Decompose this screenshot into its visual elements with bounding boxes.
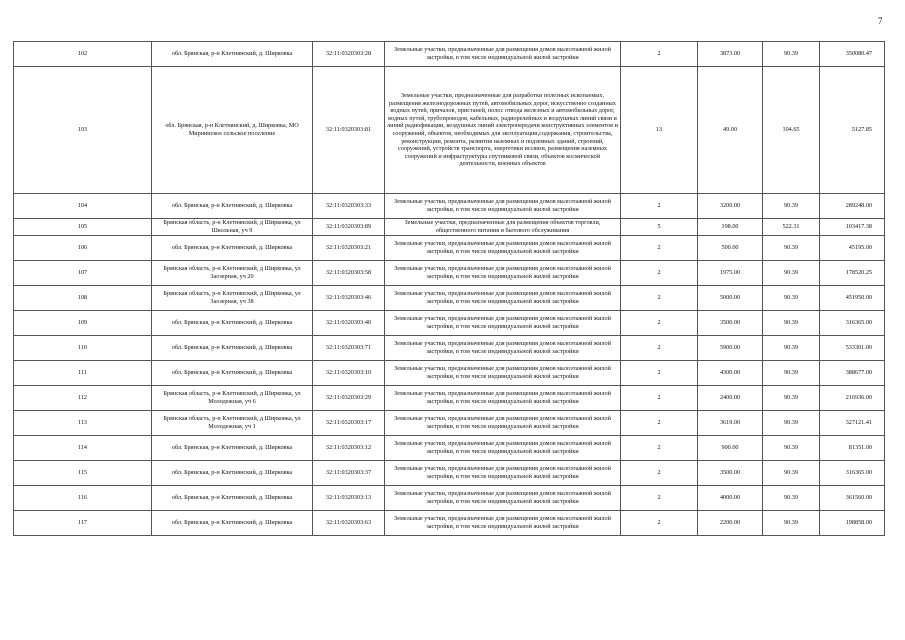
cadastral-value-cell: 361560.00 [820,486,885,511]
group-number-cell: 2 [621,311,698,336]
address-cell: обл. Брянская, р-н Клетнянский, д. Ширковка [152,42,313,67]
cadastral-number-cell: 32:11:0320303:10 [313,361,385,386]
address-cell: обл. Брянская, р-н Клетнянский, д. Ширковка, МО Мирнинское сельское поселение [152,67,313,194]
cadastral-value-cell: 103417.38 [820,219,885,236]
rate-cell: 90.39 [763,386,820,411]
rate-cell: 90.39 [763,511,820,536]
table-row [14,67,885,194]
cadastral-value-cell: 178520.25 [820,261,885,286]
rate-cell: 90.39 [763,236,820,261]
land-use-cell: Земельные участки, предназначенные для размещения домов малоэтажной жилой застройки, в том числе индивидуальной жилой застройки [385,511,621,536]
area-cell: 3200.00 [698,194,763,219]
land-use-cell: Земельные участки, предназначенные для размещения домов малоэтажной жилой застройки, в том числе индивидуальной жилой застройки [385,194,621,219]
area-cell: 900.00 [698,436,763,461]
table-row [14,461,885,486]
group-number-cell: 13 [621,67,698,194]
cadastral-number-cell: 32:11:0320303:40 [313,311,385,336]
group-number-cell: 2 [621,42,698,67]
address-cell: Брянская область, р-н Клетнянский, д Ширковка, ул Молодежная, уч 1 [152,411,313,436]
table-row [14,411,885,436]
cadastral-value-cell: 350080.47 [820,42,885,67]
row-number: 108 [14,286,152,311]
group-number-cell: 2 [621,411,698,436]
table-row [14,219,885,236]
cadastral-value-cell: 198858.00 [820,511,885,536]
land-use-cell: Земельные участки, предназначенные для размещения домов малоэтажной жилой застройки, в том числе индивидуальной жилой застройки [385,361,621,386]
row-number: 106 [14,236,152,261]
address-cell: Брянская область, р-н Клетнянский, д Ширковка, ул Школьная, уч 9 [152,219,313,236]
row-number: 103 [14,67,152,194]
address-cell: обл. Брянская, р-н Клетнянский, д. Ширковка [152,194,313,219]
land-use-cell: Земельные участки, предназначенные для размещения домов малоэтажной жилой застройки, в том числе индивидуальной жилой застройки [385,486,621,511]
row-number: 102 [14,42,152,67]
land-use-cell: Земельные участки, предназначенные для размещения домов малоэтажной жилой застройки, в том числе индивидуальной жилой застройки [385,461,621,486]
row-number: 114 [14,436,152,461]
address-cell: Брянская область, р-н Клетнянский, д Ширковка, ул Заозерная, уч 38 [152,286,313,311]
group-number-cell: 2 [621,386,698,411]
row-number: 112 [14,386,152,411]
area-cell: 2200.00 [698,511,763,536]
rate-cell: 90.39 [763,461,820,486]
address-cell: обл. Брянская, р-н Клетнянский, д. Ширковка [152,436,313,461]
table-row [14,361,885,386]
group-number-cell: 2 [621,461,698,486]
land-use-cell: Земельные участки, предназначенные для размещения домов малоэтажной жилой застройки, в том числе индивидуальной жилой застройки [385,411,621,436]
group-number-cell: 2 [621,236,698,261]
table-row [14,436,885,461]
rate-cell: 90.39 [763,311,820,336]
land-use-cell: Земельные участки, предназначенные для размещения объектов торговли, общественного питания и бытового обслуживания [385,219,621,236]
address-cell: обл. Брянская, р-н Клетнянский, д. Ширковка [152,461,313,486]
area-cell: 3500.00 [698,311,763,336]
area-cell: 3500.00 [698,461,763,486]
cadastral-value-cell: 45195.00 [820,236,885,261]
cadastral-number-cell: 32:11:0320303:37 [313,461,385,486]
cadastral-number-cell: 32:11:0320303:21 [313,236,385,261]
land-use-cell: Земельные участки, предназначенные для размещения домов малоэтажной жилой застройки, в том числе индивидуальной жилой застройки [385,286,621,311]
table-row [14,386,885,411]
group-number-cell: 2 [621,286,698,311]
group-number-cell: 2 [621,261,698,286]
land-use-cell: Земельные участки, предназначенные для размещения домов малоэтажной жилой застройки, в том числе индивидуальной жилой застройки [385,261,621,286]
area-cell: 198.00 [698,219,763,236]
table-row [14,511,885,536]
area-cell: 3619.00 [698,411,763,436]
row-number: 115 [14,461,152,486]
address-cell: обл. Брянская, р-н Клетнянский, д. Ширковка [152,511,313,536]
rate-cell: 90.39 [763,336,820,361]
rate-cell: 90.39 [763,261,820,286]
rate-cell: 90.39 [763,42,820,67]
area-cell: 4000.00 [698,486,763,511]
cadastral-value-cell: 289248.00 [820,194,885,219]
cadastral-number-cell: 32:11:0320303:63 [313,511,385,536]
row-number: 104 [14,194,152,219]
cadastral-number-cell: 32:11:0320303:13 [313,486,385,511]
rate-cell: 90.39 [763,286,820,311]
row-number: 109 [14,311,152,336]
land-use-cell: Земельные участки, предназначенные для размещения домов малоэтажной жилой застройки, в том числе индивидуальной жилой застройки [385,386,621,411]
cadastral-number-cell: 32:11:0320303:33 [313,194,385,219]
land-use-cell: Земельные участки, предназначенные для размещения домов малоэтажной жилой застройки, в том числе индивидуальной жилой застройки [385,336,621,361]
cadastral-number-cell: 32:11:0320303:81 [313,67,385,194]
rate-cell: 90.39 [763,361,820,386]
row-number: 116 [14,486,152,511]
land-use-cell: Земельные участки, предназначенные для размещения домов малоэтажной жилой застройки, в том числе индивидуальной жилой застройки [385,436,621,461]
page-number: 7 [878,16,883,26]
table-row [14,194,885,219]
address-cell: обл. Брянская, р-н Клетнянский, д. Ширковка [152,361,313,386]
cadastral-value-cell: 451950.00 [820,286,885,311]
rate-cell: 90.39 [763,436,820,461]
area-cell: 3873.00 [698,42,763,67]
table-row [14,311,885,336]
cadastral-value-cell: 81351.00 [820,436,885,461]
row-number: 105 [14,219,152,236]
cadastral-number-cell: 32:11:0320303:46 [313,286,385,311]
land-use-cell: Земельные участки, предназначенные для разработки полезных ископаемых, размещения железнодорожных путей, автомобильных дорог, искусственно созданных водных путей, причалов, пристаней, полос отвода железных и автомобильных дорог, водных путей, трубопроводов, кабельных, радиорелейных и воздушных линий связи и линий радиофикации, воздушных линий электропередачи конструктивных элементов и сооружений, объектов, необходимых для эксплуатации,содержания, строительства, реконструкции, ремонта, развития наземных и подземных зданий, строений, сооружений, устройств транспорта, энергетики иссвязи, размещения наземных сооружений и инфраструктуры спутниковой связи, объектов космической деятельности, военных объектов [385,67,621,194]
cadastral-value-cell: 388677.00 [820,361,885,386]
rate-cell: 90.39 [763,486,820,511]
land-use-cell: Земельные участки, предназначенные для размещения домов малоэтажной жилой застройки, в том числе индивидуальной жилой застройки [385,42,621,67]
table-body [14,42,885,536]
table-row [14,286,885,311]
table-row [14,42,885,67]
table-row [14,261,885,286]
rate-cell: 90.39 [763,411,820,436]
cadastral-number-cell: 32:11:0320303:29 [313,386,385,411]
cadastral-value-cell: 327121.41 [820,411,885,436]
group-number-cell: 2 [621,336,698,361]
address-cell: обл. Брянская, р-н Клетнянский, д. Ширковка [152,336,313,361]
address-cell: Брянская область, р-н Клетнянский, д Ширковка, ул Молодежная, уч 6 [152,386,313,411]
cadastral-number-cell: 32:11:0320303:17 [313,411,385,436]
area-cell: 500.00 [698,236,763,261]
table-row [14,486,885,511]
land-use-cell: Земельные участки, предназначенные для размещения домов малоэтажной жилой застройки, в том числе индивидуальной жилой застройки [385,311,621,336]
area-cell: 1975.00 [698,261,763,286]
area-cell: 5900.00 [698,336,763,361]
address-cell: обл. Брянская, р-н Клетнянский, д. Ширковка [152,486,313,511]
group-number-cell: 2 [621,194,698,219]
row-number: 113 [14,411,152,436]
cadastral-number-cell: 32:11:0320303:71 [313,336,385,361]
row-number: 117 [14,511,152,536]
rate-cell: 90.39 [763,194,820,219]
group-number-cell: 2 [621,436,698,461]
cadastral-value-cell: 216936.00 [820,386,885,411]
cadastral-value-cell: 5127.85 [820,67,885,194]
land-plots-table [13,41,885,536]
area-cell: 49.00 [698,67,763,194]
rate-cell: 522.31 [763,219,820,236]
area-cell: 4300.00 [698,361,763,386]
table-row [14,336,885,361]
land-use-cell: Земельные участки, предназначенные для размещения домов малоэтажной жилой застройки, в том числе индивидуальной жилой застройки [385,236,621,261]
group-number-cell: 2 [621,486,698,511]
address-cell: обл. Брянская, р-н Клетнянский, д. Ширковка [152,236,313,261]
group-number-cell: 2 [621,511,698,536]
area-cell: 5000.00 [698,286,763,311]
rate-cell: 104.65 [763,67,820,194]
row-number: 111 [14,361,152,386]
cadastral-number-cell: 32:11:0320303:12 [313,436,385,461]
cadastral-value-cell: 316365.00 [820,461,885,486]
cadastral-number-cell: 32:11:0320303:28 [313,42,385,67]
cadastral-value-cell: 533301.00 [820,336,885,361]
address-cell: Брянская область, р-н Клетнянский, д Ширковка, ул Заозерная, уч 20 [152,261,313,286]
group-number-cell: 5 [621,219,698,236]
cadastral-value-cell: 316365.00 [820,311,885,336]
cadastral-number-cell: 32:11:0320303:58 [313,261,385,286]
group-number-cell: 2 [621,361,698,386]
address-cell: обл. Брянская, р-н Клетнянский, д. Ширковка [152,311,313,336]
cadastral-number-cell: 32:11:0320303:89 [313,219,385,236]
table-row [14,236,885,261]
row-number: 107 [14,261,152,286]
area-cell: 2400.00 [698,386,763,411]
row-number: 110 [14,336,152,361]
